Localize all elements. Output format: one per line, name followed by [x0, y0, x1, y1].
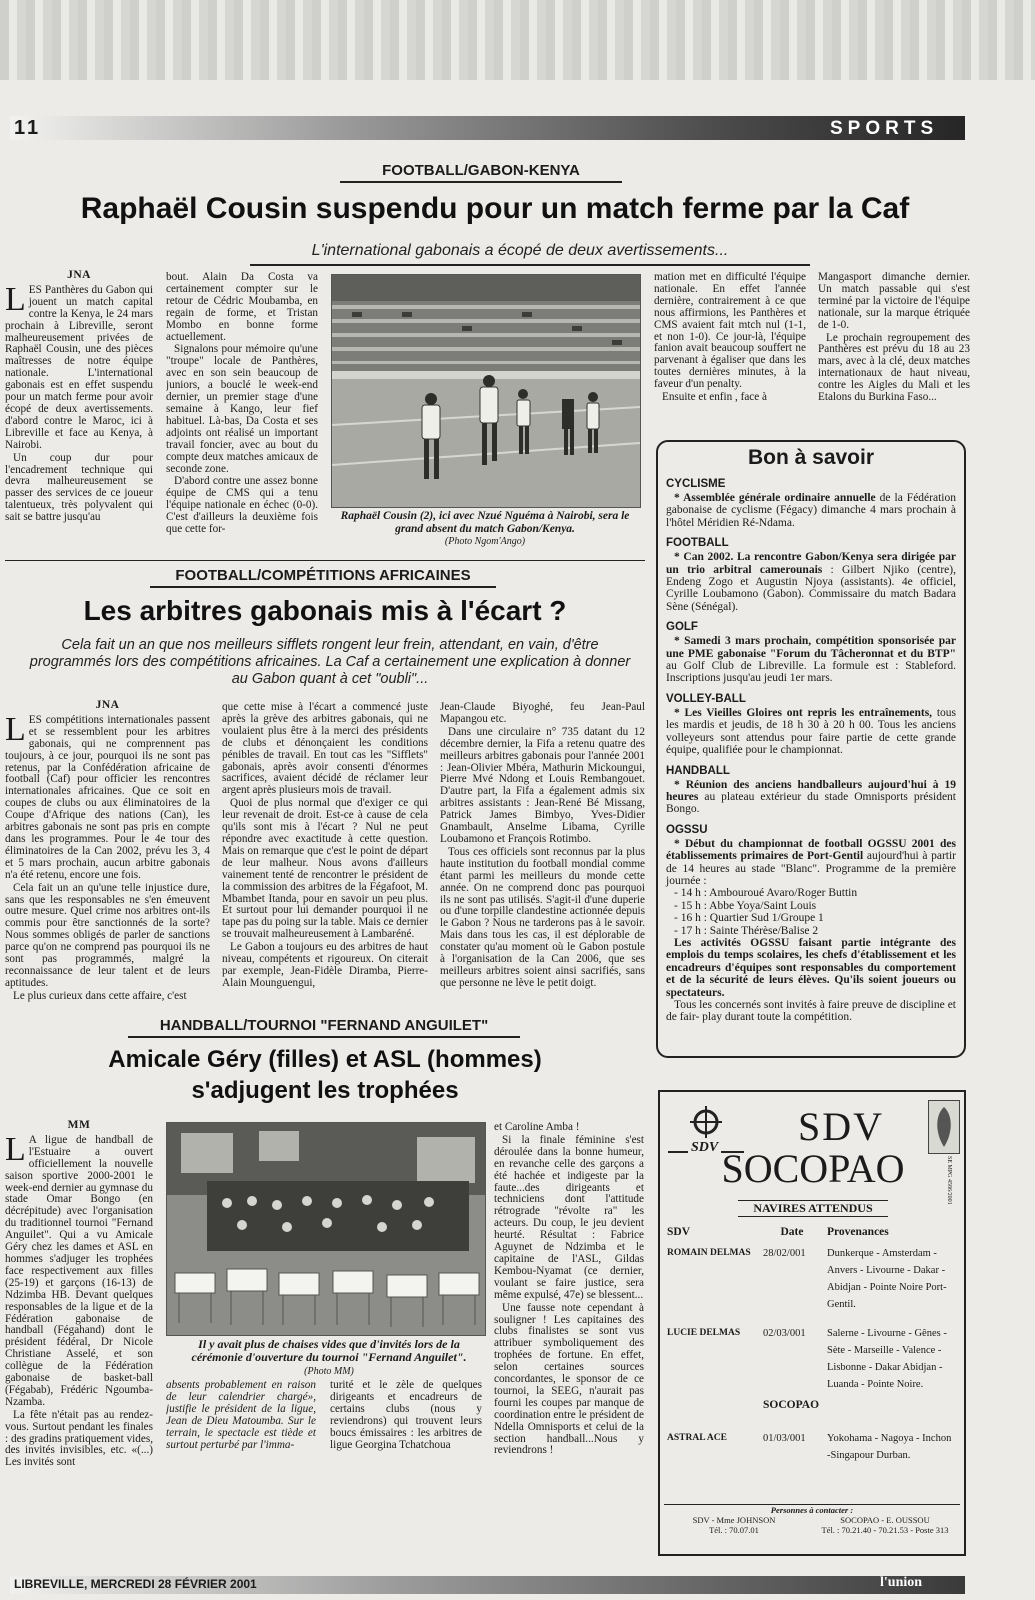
article1-photo-caption: [331, 510, 639, 549]
bon-item-lead: * Samedi 3 mars prochain, compétition sponsorisée par une PME gabonaise "Forum du Tâcheronnat et du BTP": [666, 635, 956, 660]
article3-photo-credit: (Photo MM): [304, 1366, 354, 1377]
article3-headline-line2: s'adjugent les trophées: [191, 1077, 459, 1104]
article2-col1-p2: Cela fait un an qu'une telle injustice dure, sans que les responsables ne s'en émeuvent outre mesure. Quel crime nos arbitres ont-ils commis pour être sanctionnés de la sorte? Nous sommes obligés de parler de sanctions parce qu'on ne comprend pas pourquoi ils ne sont pas programmés, malgré la reconnaissance de leur talent et de leurs aptitudes.: [5, 881, 210, 989]
contact-right-name: SOCOPAO - E. OUSSOU: [840, 1515, 930, 1525]
article2-col1: [5, 700, 210, 1035]
article1-col2-p3: D'abord contre une assez bonne équipe de CMS qui a tenu l'équipe nationale en échec (0-0). C'est d'ailleurs la deuxième fois que cette for-: [166, 475, 318, 536]
ships-header-sdv: SDV: [667, 1226, 691, 1238]
seal-icon: [929, 1101, 959, 1153]
sdv-title-line2: SOCOPAO: [721, 1146, 905, 1191]
ogssu-note-1: Les activités OGSSU faisant partie intégrante des emplois du temps scolaires, les chefs d'établissement et les encadreurs d'équipes sont responsables du comportement et de la sécurité de leurs élèves. Qu'ils soient joueurs ou spectateurs.: [666, 936, 956, 999]
contact-left-name: SDV - Mme JOHNSON: [692, 1515, 776, 1525]
ogssu-match-3: - 16 h : Quartier Sud 1/Groupe 1: [674, 912, 824, 925]
sdv-title-line1: SDV: [797, 1104, 885, 1149]
ship-row: [664, 1315, 960, 1395]
ships-header-date: Date: [780, 1226, 804, 1238]
sdv-socopao-ad: [658, 1090, 966, 1556]
article1-col1-p2: Un coup dur pour l'encadrement technique qui devra malheureusement se passer des services de ce joueur talentueux, très polyvalent qui sait se battre jusqu'au: [5, 451, 153, 524]
article2-col3-p1: Jean-Claude Biyoghé, feu Jean-Paul Mapangou etc.: [440, 702, 645, 725]
article1-col1: [5, 270, 153, 558]
article1-col2-p1: bout. Alain Da Costa va certainement compter sur le retour de Cédric Moubamba, en regain de forme, et Tristan Mombo en bonne forme actuellement.: [166, 272, 318, 343]
ship-provenances: Dunkerque - Amsterdam - Anvers - Livourne - Dakar - Abidjan - Pointe Noire Port-Gentil.: [827, 1248, 947, 1310]
ogssu-match-1: - 14 h : Ambouroué Avaro/Roger Buttin: [674, 887, 858, 900]
ogssu-schedule: [666, 887, 956, 937]
newspaper-page: [0, 80, 1035, 1600]
bon-item-text: [666, 707, 956, 757]
article3-col1-p1: A ligue de handball de l'Estuaire a ouvert officiellement la nouvelle saison sportive 2000-2001 le week-end dernier au gymnase du stade Omar Bongo (en décrépitude) avec l'organisation du traditionnel tournoi "Fernand Anguilet". Qui a vu Amicale Géry chez les dames et ASL en hommes s'adjuger les trophées face respectivement aux filles (25-19) et garçons (16-13) de Ndzimba HB. Devant quelques responsables de la ligue et de la Fédération gabonaise de handball (Fégahand) dont le président fédéral, Dr Nicole Christiane Asselé, et son collègue de la Fédération gabonaise de basket-ball (Fégabab), Frédéric Ngoumba-Nzamba.: [5, 1133, 153, 1408]
article2-col3-p3: Tous ces officiels sont reconnus par la plus haute institution du football mondial comme étant parmi les meilleurs du monde cette année. On ne comprend donc pas pourquoi ils ne sont pas utilisés. S'agit-il d'une duperie ou d'une torpille clandestine actionnée depuis le Gabon ? Nous ne tarderons pas à le savoir. Mais dans tous les cas, il est déplorable de constater qu'au moment où le Gabon postule à l'organisation de la Can 2006, que ses meilleurs arbitres soient ainsi sacrifiés, sans que personne ne lève le petit doigt.: [440, 845, 645, 989]
stands-photo-illustration: [167, 1123, 485, 1335]
bon-item-text: [666, 551, 956, 613]
ship-date: 28/02/001: [763, 1248, 806, 1259]
contact-left-tel: Tél. : 70.07.01: [709, 1525, 759, 1535]
bon-category-football: FOOTBALL: [666, 537, 729, 550]
article1-kicker: FOOTBALL/GABON-KENYA: [340, 162, 622, 183]
article2-byline: JNA: [95, 700, 120, 711]
contacts-title: Personnes à contacter :: [770, 1505, 854, 1515]
article3-dropcap: L: [5, 1130, 26, 1168]
bon-category-golf: GOLF: [666, 621, 698, 634]
bon-item-body: : Gilbert Njiko (centre), Endeng Zogo et Augustin Njoya (assistants). 4e officiel, Cyrille Loubamono (Gabon). Commissaire du match Badara Sène (Sénégal).: [666, 563, 956, 613]
ship-name: ROMAIN DELMAS: [667, 1248, 751, 1258]
article2-col2-p2: Quoi de plus normal que d'exiger ce qui leur revenait de droit. Est-ce à cause de cela qu'ils sont mis à l'écart ? Nul ne peut répondre avec exactitude à cette question. Mais on remarque que c'est le point de départ de leur malheur. Nous avons d'ailleurs vainement tenté de rencontrer le président de la commission des arbitres de la Fégafoot, M. Mbambet Itanda, pour en savoir un peu plus. Et surtout pour lui demander pourquoi il ne tape pas du poing sur la table. Mais ce dernier se trouvait malheureusement à Lambaréné.: [222, 797, 428, 941]
article3-col2-p1: absents probablement en raison de leur calendrier chargé», justifie le président de la ligue, Jean de Dieu Matoumba. Sur le terrain, le spectacle est tiède et surtout perturbé par l'imma-: [166, 1380, 316, 1451]
article1-headline: Raphaël Cousin suspendu pour un match ferme par la Caf: [80, 192, 910, 225]
stadium-photo-illustration: [332, 275, 640, 507]
article1-dropcap: L: [5, 280, 26, 318]
bon-item-lead: * Réunion des anciens handballeurs aujourd'hui à 19 heures: [666, 778, 956, 803]
bon-category-volley-ball: VOLLEY-BALL: [666, 692, 746, 705]
article2-col3: [440, 702, 645, 1035]
ship-name: LUCIE DELMAS: [667, 1328, 741, 1338]
ship-name: ASTRAL ACE: [667, 1433, 727, 1443]
article2-kicker: FOOTBALL/COMPÉTITIONS AFRICAINES: [150, 567, 496, 588]
bon-item-body: aujourd'hui à partir de 14 heures au stade "Blanc". Programme de la première journée :: [666, 850, 956, 887]
article3-col4: [494, 1122, 644, 1568]
article1-photo-credit: (Photo Ngom'Ango): [444, 536, 526, 547]
article1-col3-p2: Ensuite et enfin , face à: [662, 391, 767, 404]
article1-col4: [818, 272, 970, 432]
ogssu-match-4: - 17 h : Sainte Thérèse/Balise 2: [674, 924, 819, 937]
ship-provenances: Salerne - Livourne - Gênes - Sète - Marseille - Valence - Lisbonne - Dakar Abidjan - Luanda - Pointe Noire.: [827, 1328, 947, 1390]
article3-col1: [5, 1120, 153, 1568]
article1-deck-rule: [250, 264, 810, 266]
article1-col2-p2: Signalons pour mémoire qu'une "troupe" locale de Panthères, avec en son sein beaucoup de juniors, a bouclé le week-end dernier, un premier stage d'une semaine à Kango, leur fief habituel. Là-bas, Da Costa et ses adjoints ont réalisé un important travail foncier, avec au bout du compte deux matches amicaux de seconde zone.: [166, 343, 318, 475]
footer-dateline: LIBREVILLE, MERCREDI 28 FÉVRIER 2001: [14, 1577, 257, 1591]
ship-row: [664, 1416, 960, 1466]
article1-col4-p1: Mangasport dimanche dernier. Un match passable qui s'est terminé par la victoire de l'équipe nationale, sur la marque étriquée de 1-0.: [818, 272, 970, 331]
ship-row: [664, 1243, 960, 1315]
bon-item-text: [666, 779, 956, 816]
sdv-ships-table: [664, 1222, 960, 1466]
article1-stadium-photo: [331, 274, 641, 508]
article2-col1-p3: Le plus curieux dans cette affaire, c'est: [13, 989, 187, 1002]
article3-byline: MM: [67, 1120, 91, 1131]
ogssu-match-2: - 15 h : Abbe Yoya/Saint Louis: [674, 899, 817, 912]
article2-deck: Cela fait un an que nos meilleurs sifflets rongent leur frein, attendant, en vain, d'être programmés lors des compétitions africaines. La Caf a certainement une explication à donner au Gabon quant à cet "oubli"...: [29, 637, 631, 687]
scan-top-margin: [0, 0, 1035, 80]
article1-col3-p1: mation met en difficulté l'équipe nationale. En effet l'année dernière, contrairement à ce que nous affirmions, les Panthères et CMS avaient fait mtch nul (1-1, et non 1-0). Ce jour-là, l'équipe fanion avait beaucoup souffert ne parvenant à égaliser que dans les toutes dernières minutes, à la faveur d'un penalty.: [654, 272, 806, 391]
article1-byline: JNA: [67, 270, 91, 281]
ships-header-provenances: Provenances: [827, 1226, 889, 1238]
bon-a-savoir-items: [666, 478, 956, 887]
section-label: SPORTS: [830, 118, 939, 139]
bon-item-lead: * Début du championnat de football OGSSU 2001 des établissements primaires de Port-Gentil: [666, 837, 956, 863]
ogssu-note-2: Tous les concernés sont invités à faire preuve de discipline et de fair- play durant toute la compétition.: [666, 999, 956, 1024]
bon-item-lead: * Assemblée générale ordinaire annuelle: [674, 492, 876, 504]
bon-item-lead: * Can 2002. La rencontre Gabon/Kenya sera dirigée par un trio arbitral camerounais: [666, 551, 956, 576]
bon-a-savoir-box: [656, 440, 966, 1058]
bon-category-cyclisme: CYCLISME: [666, 478, 726, 490]
sdv-shell-logo: [928, 1100, 960, 1154]
ship-date: 01/03/001: [763, 1433, 806, 1444]
article1-bottom-rule: [5, 560, 645, 561]
article3-headline-line1: Amicale Géry (filles) et ASL (hommes): [108, 1046, 542, 1073]
bon-a-savoir-title: Bon à savoir: [747, 446, 875, 469]
article1-deck: L'international gabonais a écopé de deux avertissements...: [311, 242, 729, 259]
bon-item-text: [666, 838, 956, 888]
article2-col2-p1: que cette mise à l'écart a commencé juste après la grève des arbitres gabonais, qui ne voulaient plus être à la merci des présidents de clubs et dénonçaient les conditions pénibles de travail. En tout cas les "Sifflets" gabonais, après avoir consenti d'énormes sacrifices, avaient décidé de réclamer leur argent après plusieurs mois de travail.: [222, 702, 428, 797]
article3-col4-p3: Une fausse note cependant à souligner ! Les capitaines des clubs finalistes se sont vus attribuer symboliquement des trophées de fortune. En effet, selon certaines sources concordantes, le sponsor de ce tournoi, la SEEG, n'aurait pas fourni les coupes par manque de coordination entre le président de Ndella Omnisports et celui de la section handball...Nous y reviendrons !: [494, 1301, 644, 1457]
ship-date: 02/03/001: [763, 1328, 806, 1339]
article3-col4-p2: Si la finale féminine s'est déroulée dans la bonne humeur, en revanche celle des garçons a été hachée et indigeste par la faute...des dirigeants et techniciens dont l'attitude rétrograde "révolte ra" les acteurs. Du coup, le jeu devient heurté. Résultat : Fabrice Aguynet de Ndzimba et le capitaine de l'ASL, Gildas Kembou-Nyamat (ce dernier, voulant se faire justice, sera même expulsé, 47e) se blessent...: [494, 1133, 644, 1301]
ships-section-socopao: SOCOPAO: [763, 1399, 820, 1411]
article1-caption-text: Raphaël Cousin (2), ici avec Nzué Nguéma à Nairobi, sera le grand absent du match Gabon/Kenya.: [340, 510, 630, 535]
bon-item-body: au plateau extérieur du stade Omnisports président Bongo.: [666, 790, 956, 816]
article2-dropcap: L: [5, 710, 26, 748]
article2-col3-p2: Dans une circulaire n° 735 datant du 12 décembre dernier, la Fifa a retenu quatre des meilleurs arbitres gabonais pour l'année 2001 : Jean-Olivier Mbéra, Mathurin Mickoungui, Pierre Mvé Ndong et Louis Rembangouet. D'autre part, la Fifa a également admis six arbitres assistants : Jean-René Bé Missang, Patrick James Bimbyo, Yves-Didier Gnambault, Anselme Libama, Cyrille Loubamono et François Rotimbo.: [440, 725, 645, 845]
bon-category-handball: HANDBALL: [666, 764, 730, 777]
sdv-logo-text: SDV: [688, 1140, 721, 1156]
article3-caption-text: Il y avait plus de chaises vides que d'invités lors de la cérémonie d'ouverture du tournoi "Fernand Anguilet".: [191, 1337, 467, 1364]
article2-headline: Les arbitres gabonais mis à l'écart ?: [83, 595, 567, 626]
article1-col3: [654, 272, 806, 432]
contact-left: [664, 1515, 804, 1535]
article3-stands-photo: [166, 1122, 486, 1336]
footer-paper-name: l'union: [880, 1575, 923, 1590]
bon-item-body: tous les mardis et jeudis, de 18 h 30 à 20 h 00. Tous les anciens volleyeurs sont attendus pour faire partie de cette grande équipe, qualifiée pour le championnat.: [666, 706, 956, 757]
bon-item-text: [666, 492, 956, 529]
article3-photo-caption: [190, 1338, 468, 1378]
bon-item-body: de la Fédération gabonaise de cyclisme (Fégacy) dimanche 4 mars prochain à l'hôtel Méridien Ré-Ndama.: [666, 492, 956, 529]
bon-item-text: [666, 635, 956, 685]
article3-col3-p1: turité et le zèle de quelques dirigeants et encadreurs de certains clubs (nous y reviendrons) qui trouvent leurs boucs émissaires : les arbitres de ligue Georgina Tchatchoua: [330, 1380, 482, 1451]
article2-col2: [222, 702, 428, 1035]
ship-provenances: Yokohama - Nagoya - Inchon -Singapour Durban.: [827, 1433, 952, 1461]
contact-right-tel: Tél. : 70.21.40 - 70.21.53 - Poste 313: [821, 1525, 949, 1535]
page-header-band: [10, 116, 965, 140]
article3-col3: [330, 1380, 482, 1568]
article3-col4-p1: et Caroline Amba !: [494, 1122, 580, 1133]
article1-col1-p1: ES Panthères du Gabon qui jouent un match capital contre la Kenya, le 24 mars prochain à Libreville, seront malheureusement privées de Raphaël Cousin, une des pièces maîtresses de notre équipe nationale. L'international gabonais est en effet suspendu pour un match ferme pour avoir écopé de deux avertissements. d'abord contre le Maroc, ici à Libreville et face au Kenya, à Nairobi.: [5, 283, 153, 451]
bon-item-body: au Golf Club de Libreville. La formule est : Stableford. Inscriptions jusqu'au jeudi 1er mars.: [666, 660, 956, 685]
page-number: 11: [14, 117, 42, 139]
bon-item-lead: * Les Vieilles Gloires ont repris les entraînements,: [674, 706, 933, 719]
article3-kicker: HANDBALL/TOURNOI "FERNAND ANGUILET": [128, 1017, 520, 1038]
article1-col4-p2: Le prochain regroupement des Panthères est prévu du 18 au 23 mars, avec à la clé, deux matches internationaux de haut niveau, contre les Aigles du Mali et les Etalons du Burkina Faso...: [818, 331, 970, 404]
article3-col2: [166, 1380, 316, 1568]
article1-col2: [166, 272, 318, 558]
article2-col2-p3: Le Gabon a toujours eu des arbitres de haut niveau, compétents et rigoureux. On citerait par exemple, Jean-Fidèle Diramba, Pierre-Alain Mounguengui,: [222, 941, 428, 989]
sdv-subtitle: NAVIRES ATTENDUS: [738, 1200, 888, 1217]
sdv-vertical-note: SE MPG 4586/2001: [946, 1156, 952, 1205]
article3-col1-p2: La fête n'était pas au rendez-vous. Surtout pendant les finales : des gradins pratiquement vides, des invités invisibles, etc. «(...) Les invités sont: [5, 1408, 153, 1469]
sdv-contacts: [664, 1504, 960, 1535]
bon-category-ogssu: OGSSU: [666, 823, 708, 836]
article2-col1-p1: ES compétitions internationales passent et se ressemblent pour les arbitres gabonais, qui ne comprennent pas toujours, à ce jour, pourquoi ils ne sont pas retenus, par la Confédération africaine de football (Caf) pour officier les rencontres internationales africaines. Que ce soit en coupes de clubs ou aux éliminatoires de la Coupe d'Afrique des nations (Can), les arbitres gabonais ne sont pas pris en compte dans les programmes. Pour le 4e tour des éliminatoires de la Can 2002, prévu les 3, 4 et 5 mars prochain, aucun arbitre gabonais n'a été retenu, encore une fois.: [5, 713, 210, 881]
contact-right: [810, 1515, 960, 1535]
